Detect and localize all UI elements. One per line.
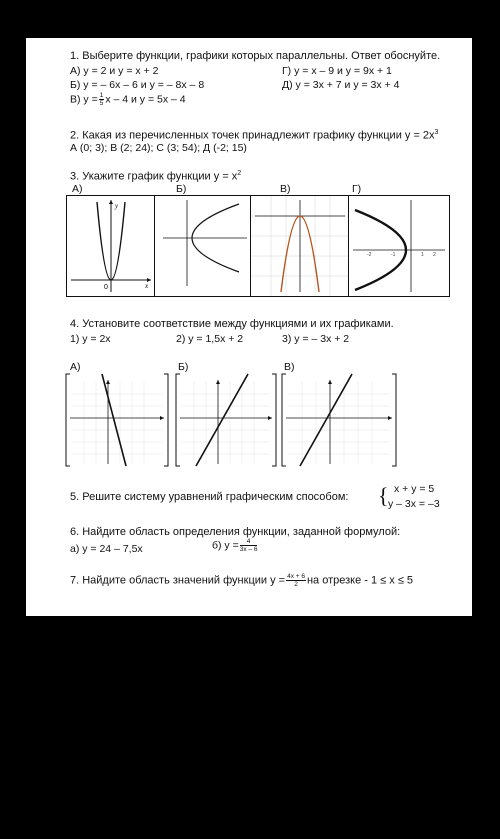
q3-label-b: Б) [176,183,187,195]
origin-label: 0 [104,284,108,291]
system-brace: { [378,483,389,508]
q6-option-a: а) y = 24 – 7,5x [70,543,143,555]
fraction: $\frac{4x + 6}{2}$ [287,573,305,588]
q3-graph-a [66,195,156,297]
q1-option-a: А) y = 2 и y = x + 2 [70,65,159,77]
q3-label-v: В) [280,183,291,195]
fraction: $\frac{1}{5}$ [99,92,104,107]
q3-graph-b [154,195,252,297]
q4-label-a: А) [70,361,81,373]
q4-function-3: 3) y = – 3x + 2 [282,333,350,345]
q4-label-b: Б) [178,361,189,373]
q4-title: 4. Установите соответствие между функциями и их графиками. [70,318,394,330]
axis-y-label: y [115,202,119,210]
q4-graph-a [64,372,170,468]
q5-equation-2: y – 3x = –3 [388,498,440,510]
q7-text: 7. Найдите область значений функции y = $\frac{4x + 6}{2}$ на отрезке - 1 ≤ x ≤ 5 [70,573,414,588]
q6-title: 6. Найдите область определения функции, заданной формулой: [70,526,401,538]
worksheet [26,38,472,616]
q4-function-2: 2) y = 1,5x + 2 [176,333,244,345]
q1-option-b: Б) y = – 6x – 6 и y = – 8x – 8 [70,79,205,91]
q1-option-g: Г) y = x – 9 и y = 9x + 1 [282,65,392,77]
q5-equation-1: x + y = 5 [394,483,435,495]
q3-graph-g [348,195,450,297]
q3-label-a: А) [72,183,83,195]
svg-text:2: 2 [433,252,436,258]
axis-x-label: x [145,282,149,290]
q3-graph-v [250,195,350,297]
svg-text:-2: -2 [367,252,372,258]
q3-title: 3. Укажите график функции $y = x^2$ [70,170,242,183]
svg-text:-1: -1 [391,252,396,258]
q4-label-v: В) [284,361,295,373]
q1-title: 1. Выберите функции, графики которых параллельны. Ответ обоснуйте. [70,50,441,62]
q2-options: А (0; 3); В (2; 24); С (3; 54); Д (-2; 15) [70,142,247,154]
q4-graph-v [280,372,398,468]
q1-option-d: Д) y = 3x + 7 и y = 3x + 4 [282,79,400,91]
svg-text:1: 1 [421,252,424,258]
q3-label-g: Г) [352,183,362,195]
q4-function-1: 1) y = 2x [70,333,111,345]
q1-option-v: В) y = $\frac{1}{5}$ x – 4 и y = 5x – 4 [70,92,186,107]
fraction: $\frac{4}{3x - 6}$ [239,538,258,553]
q5-title: 5. Решите систему уравнений графическим способом: [70,491,349,503]
q6-option-b: б) y = $\frac{4}{3x - 6}$ [212,538,258,553]
q2-title: 2. Какая из перечисленных точек принадлежит графику функции $y = 2x^3$ [70,129,439,142]
q4-graph-b [174,372,278,468]
